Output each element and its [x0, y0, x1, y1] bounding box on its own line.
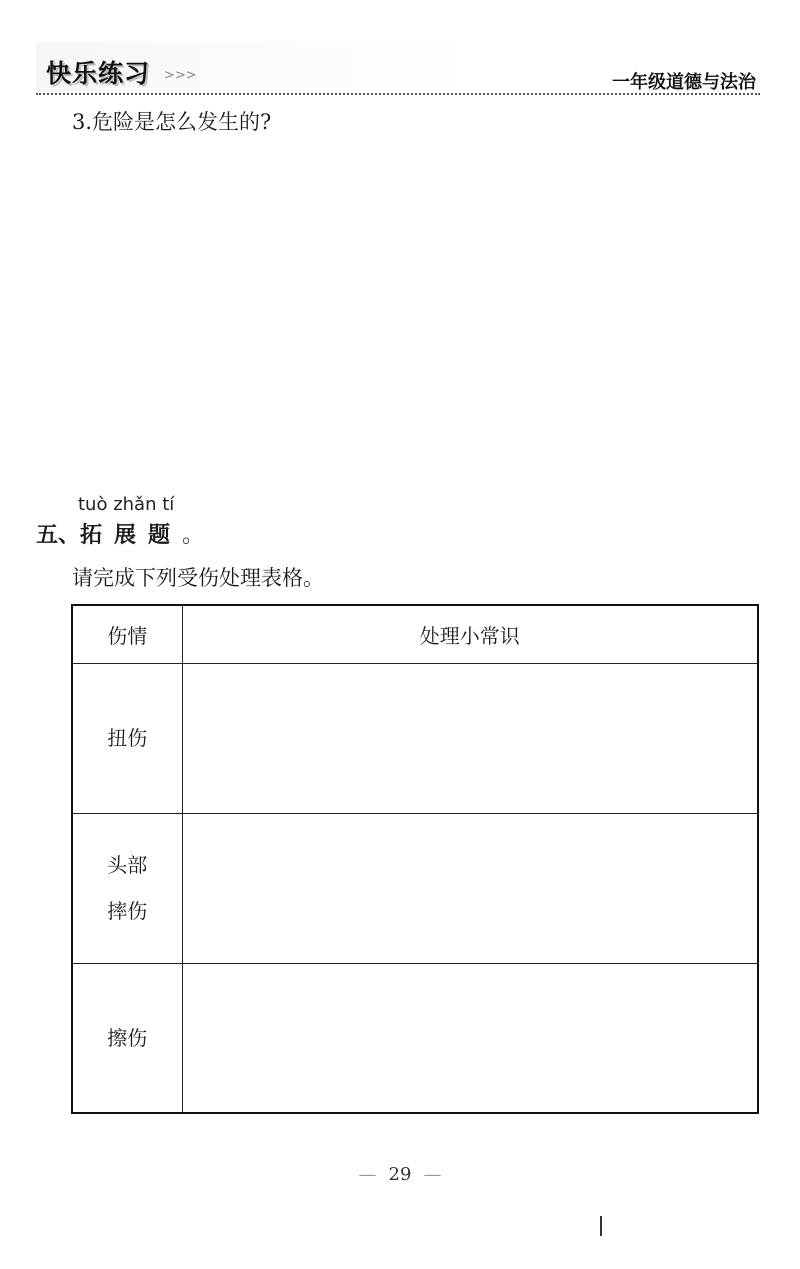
binding-edge-mark	[600, 1216, 602, 1236]
table-row	[72, 663, 758, 813]
tip-answer-cell[interactable]	[182, 963, 758, 1113]
section-number: 五、	[36, 522, 81, 548]
section-title: 拓展题	[80, 522, 183, 548]
table-header-row	[72, 605, 758, 663]
header-dotted-rule	[36, 93, 760, 95]
injury-label: 扭伤	[107, 726, 148, 750]
section-title-period: 。	[182, 523, 205, 548]
injury-label: 擦伤	[107, 1025, 148, 1050]
page-number	[0, 1164, 800, 1185]
page-header	[36, 42, 760, 94]
table-header-injury: 伤情	[72, 605, 182, 663]
page-number-dash-right: —	[423, 1164, 442, 1185]
table-header-tips: 处理小常识	[182, 605, 758, 663]
page-number-dash-left: —	[358, 1164, 377, 1185]
section-5-heading	[36, 518, 204, 549]
section-pinyin: tuò zhǎn tí	[78, 494, 175, 515]
injury-label: 头部	[107, 853, 148, 877]
header-arrows-decoration: >>>	[164, 68, 197, 83]
table-row	[72, 963, 758, 1113]
page-number-value: 29	[388, 1164, 412, 1185]
table-row	[72, 813, 758, 963]
injury-label: 摔伤	[107, 899, 148, 923]
injury-cell	[72, 813, 182, 963]
header-title: 快乐练习	[46, 59, 151, 88]
question-3: 3.危险是怎么发生的?	[72, 110, 272, 134]
section-instruction: 请完成下列受伤处理表格。	[72, 566, 324, 590]
injury-cell	[72, 663, 182, 813]
tip-answer-cell[interactable]	[182, 813, 758, 963]
injury-treatment-table	[71, 604, 759, 1114]
injury-cell	[72, 963, 182, 1113]
header-subject: 一年级道德与法治	[612, 72, 756, 93]
tip-answer-cell[interactable]	[182, 663, 758, 813]
